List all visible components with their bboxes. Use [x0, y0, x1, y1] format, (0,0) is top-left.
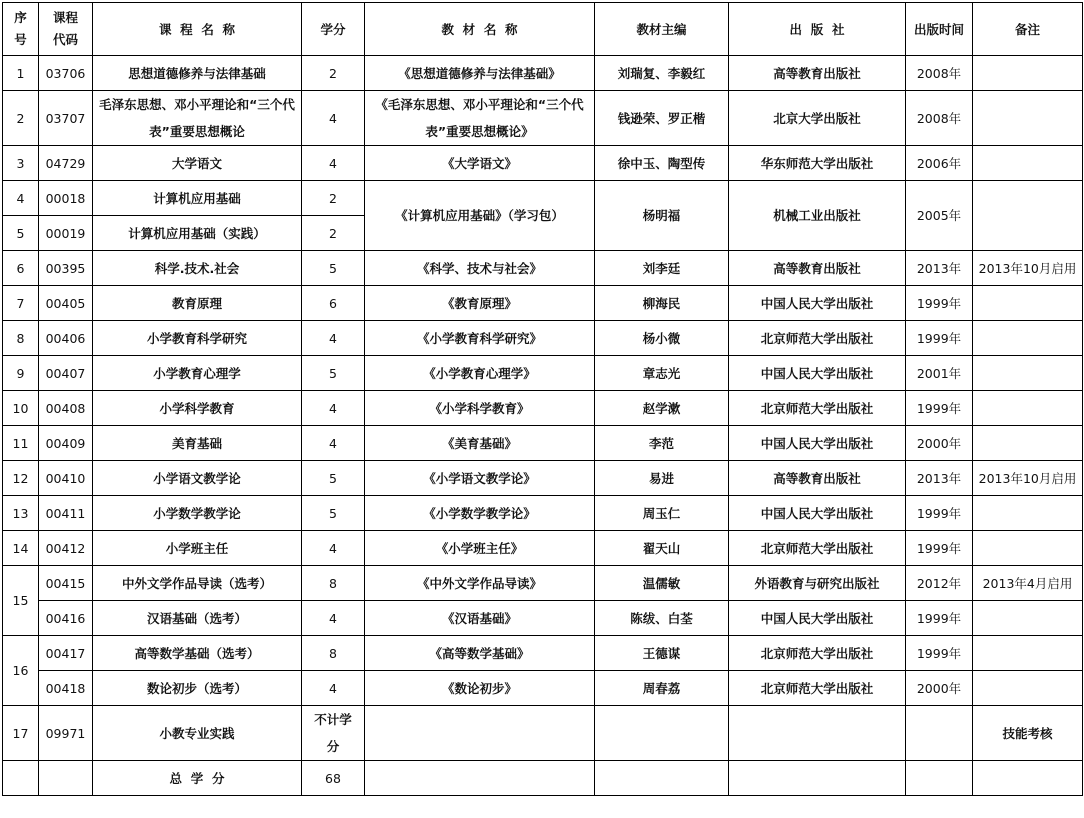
course-cell: 计算机应用基础（实践）: [93, 216, 302, 251]
textbook-cell: 《科学、技术与社会》: [365, 251, 595, 286]
course-cell: 数论初步（选考）: [93, 671, 302, 706]
year-cell: 2000年: [906, 426, 973, 461]
empty-cell: [973, 761, 1083, 796]
course-cell: 高等数学基础（选考）: [93, 636, 302, 671]
code-cell: 00406: [39, 321, 93, 356]
header-code: 课程代码: [39, 3, 93, 56]
note-cell: [973, 321, 1083, 356]
empty-cell: [729, 761, 906, 796]
credit-cell: 4: [302, 391, 365, 426]
course-cell: 小学教育心理学: [93, 356, 302, 391]
note-cell: [973, 636, 1083, 671]
course-cell: 教育原理: [93, 286, 302, 321]
table-row: [3, 706, 1083, 761]
table-row: [3, 91, 1083, 146]
credit-cell: 5: [302, 461, 365, 496]
course-cell: 小学数学教学论: [93, 496, 302, 531]
credit-cell: 2: [302, 216, 365, 251]
header-seq: 序号: [3, 3, 39, 56]
note-cell: [973, 286, 1083, 321]
seq-cell: 10: [3, 391, 39, 426]
course-cell: 小学语文教学论: [93, 461, 302, 496]
seq-cell: 16: [3, 636, 39, 706]
textbook-cell: 《毛泽东思想、邓小平理论和“三个代表”重要思想概论》: [365, 91, 595, 146]
seq-cell: 15: [3, 566, 39, 636]
editor-cell: 王德谋: [595, 636, 729, 671]
course-cell: 小学科学教育: [93, 391, 302, 426]
textbook-cell: 《小学教育科学研究》: [365, 321, 595, 356]
table-row: [3, 286, 1083, 321]
table-row: [3, 636, 1083, 671]
note-cell: [973, 181, 1083, 251]
year-cell: 2000年: [906, 671, 973, 706]
credit-cell: 5: [302, 356, 365, 391]
note-cell: [973, 91, 1083, 146]
code-cell: 00416: [39, 601, 93, 636]
header-publisher: 出 版 社: [729, 3, 906, 56]
course-cell: 计算机应用基础: [93, 181, 302, 216]
editor-cell: 钱逊荣、罗正楷: [595, 91, 729, 146]
note-cell: 技能考核: [973, 706, 1083, 761]
credit-cell: 4: [302, 321, 365, 356]
header-note: 备注: [973, 3, 1083, 56]
year-cell: [906, 706, 973, 761]
editor-cell: 易进: [595, 461, 729, 496]
seq-cell: 11: [3, 426, 39, 461]
note-cell: [973, 426, 1083, 461]
course-cell: 汉语基础（选考）: [93, 601, 302, 636]
editor-cell: 李范: [595, 426, 729, 461]
credit-cell: 4: [302, 146, 365, 181]
credit-cell: 4: [302, 531, 365, 566]
year-cell: 2008年: [906, 56, 973, 91]
textbook-cell: 《高等数学基础》: [365, 636, 595, 671]
textbook-cell: 《小学教育心理学》: [365, 356, 595, 391]
course-cell: 大学语文: [93, 146, 302, 181]
table-row: [3, 671, 1083, 706]
code-cell: 00407: [39, 356, 93, 391]
year-cell: 2008年: [906, 91, 973, 146]
credit-cell: 2: [302, 181, 365, 216]
table-row: [3, 56, 1083, 91]
seq-cell: 5: [3, 216, 39, 251]
empty-cell: [365, 761, 595, 796]
publisher-cell: 北京大学出版社: [729, 91, 906, 146]
table-row: [3, 146, 1083, 181]
note-cell: 2013年10月启用: [973, 251, 1083, 286]
publisher-cell: 北京师范大学出版社: [729, 531, 906, 566]
code-cell: 04729: [39, 146, 93, 181]
header-course: 课 程 名 称: [93, 3, 302, 56]
code-cell: 00418: [39, 671, 93, 706]
publisher-cell: 机械工业出版社: [729, 181, 906, 251]
total-label: 总 学 分: [93, 761, 302, 796]
editor-cell: [595, 706, 729, 761]
publisher-cell: 外语教育与研究出版社: [729, 566, 906, 601]
publisher-cell: 北京师范大学出版社: [729, 391, 906, 426]
code-cell: 09971: [39, 706, 93, 761]
textbook-cell: 《小学数学教学论》: [365, 496, 595, 531]
publisher-cell: 中国人民大学出版社: [729, 286, 906, 321]
year-cell: 1999年: [906, 391, 973, 426]
course-table: [2, 2, 1083, 796]
year-cell: 1999年: [906, 496, 973, 531]
seq-cell: 8: [3, 321, 39, 356]
header-textbook: 教 材 名 称: [365, 3, 595, 56]
seq-cell: 2: [3, 91, 39, 146]
year-cell: 2005年: [906, 181, 973, 251]
empty-cell: [39, 761, 93, 796]
publisher-cell: 中国人民大学出版社: [729, 601, 906, 636]
textbook-cell: 《中外文学作品导读》: [365, 566, 595, 601]
publisher-cell: 高等教育出版社: [729, 56, 906, 91]
credit-cell: 4: [302, 426, 365, 461]
textbook-cell: 《小学语文教学论》: [365, 461, 595, 496]
textbook-cell: 《大学语文》: [365, 146, 595, 181]
note-cell: 2013年4月启用: [973, 566, 1083, 601]
seq-cell: 7: [3, 286, 39, 321]
table-row: [3, 601, 1083, 636]
editor-cell: 章志光: [595, 356, 729, 391]
editor-cell: 徐中玉、陶型传: [595, 146, 729, 181]
seq-cell: 4: [3, 181, 39, 216]
code-cell: 00019: [39, 216, 93, 251]
note-cell: [973, 496, 1083, 531]
publisher-cell: 华东师范大学出版社: [729, 146, 906, 181]
table-row: [3, 426, 1083, 461]
empty-cell: [595, 761, 729, 796]
publisher-cell: 北京师范大学出版社: [729, 636, 906, 671]
editor-cell: 杨小微: [595, 321, 729, 356]
code-cell: 00417: [39, 636, 93, 671]
editor-cell: 杨明福: [595, 181, 729, 251]
publisher-cell: [729, 706, 906, 761]
editor-cell: 刘李廷: [595, 251, 729, 286]
credit-cell: 6: [302, 286, 365, 321]
publisher-cell: 中国人民大学出版社: [729, 356, 906, 391]
year-cell: 2013年: [906, 461, 973, 496]
credit-cell: 5: [302, 251, 365, 286]
year-cell: 1999年: [906, 286, 973, 321]
textbook-cell: [365, 706, 595, 761]
credit-cell: 8: [302, 636, 365, 671]
seq-cell: 1: [3, 56, 39, 91]
publisher-cell: 高等教育出版社: [729, 251, 906, 286]
seq-cell: 9: [3, 356, 39, 391]
textbook-cell: 《汉语基础》: [365, 601, 595, 636]
editor-cell: 陈绂、白荃: [595, 601, 729, 636]
seq-cell: 3: [3, 146, 39, 181]
code-cell: 00408: [39, 391, 93, 426]
note-cell: [973, 671, 1083, 706]
header-year: 出版时间: [906, 3, 973, 56]
total-row: [3, 761, 1083, 796]
empty-cell: [3, 761, 39, 796]
editor-cell: 翟天山: [595, 531, 729, 566]
course-cell: 美育基础: [93, 426, 302, 461]
note-cell: 2013年10月启用: [973, 461, 1083, 496]
code-cell: 00411: [39, 496, 93, 531]
seq-cell: 17: [3, 706, 39, 761]
year-cell: 2013年: [906, 251, 973, 286]
credit-cell: 4: [302, 91, 365, 146]
editor-cell: 温儒敏: [595, 566, 729, 601]
note-cell: [973, 391, 1083, 426]
table-row: [3, 251, 1083, 286]
credit-cell: 不计学分: [302, 706, 365, 761]
publisher-cell: 北京师范大学出版社: [729, 671, 906, 706]
note-cell: [973, 531, 1083, 566]
empty-cell: [906, 761, 973, 796]
code-cell: 00395: [39, 251, 93, 286]
textbook-cell: 《教育原理》: [365, 286, 595, 321]
course-cell: 中外文学作品导读（选考）: [93, 566, 302, 601]
header-credit: 学分: [302, 3, 365, 56]
publisher-cell: 中国人民大学出版社: [729, 426, 906, 461]
textbook-cell: 《小学科学教育》: [365, 391, 595, 426]
editor-cell: 周玉仁: [595, 496, 729, 531]
note-cell: [973, 356, 1083, 391]
course-cell: 科学.技术.社会: [93, 251, 302, 286]
code-cell: 00412: [39, 531, 93, 566]
table-row: [3, 531, 1083, 566]
credit-cell: 2: [302, 56, 365, 91]
code-cell: 03706: [39, 56, 93, 91]
editor-cell: 刘瑞复、李毅红: [595, 56, 729, 91]
course-cell: 小学教育科学研究: [93, 321, 302, 356]
year-cell: 2012年: [906, 566, 973, 601]
code-cell: 00018: [39, 181, 93, 216]
course-cell: 毛泽东思想、邓小平理论和“三个代表”重要思想概论: [93, 91, 302, 146]
note-cell: [973, 56, 1083, 91]
table-row: [3, 461, 1083, 496]
seq-cell: 12: [3, 461, 39, 496]
publisher-cell: 北京师范大学出版社: [729, 321, 906, 356]
code-cell: 03707: [39, 91, 93, 146]
textbook-cell: 《数论初步》: [365, 671, 595, 706]
credit-cell: 5: [302, 496, 365, 531]
credit-cell: 4: [302, 671, 365, 706]
seq-cell: 14: [3, 531, 39, 566]
seq-cell: 6: [3, 251, 39, 286]
editor-cell: 柳海民: [595, 286, 729, 321]
note-cell: [973, 146, 1083, 181]
year-cell: 1999年: [906, 636, 973, 671]
year-cell: 2006年: [906, 146, 973, 181]
editor-cell: 周春荔: [595, 671, 729, 706]
credit-cell: 4: [302, 601, 365, 636]
header-row: [3, 3, 1083, 56]
code-cell: 00405: [39, 286, 93, 321]
note-cell: [973, 601, 1083, 636]
table-row: [3, 356, 1083, 391]
textbook-cell: 《思想道德修养与法律基础》: [365, 56, 595, 91]
year-cell: 1999年: [906, 321, 973, 356]
year-cell: 2001年: [906, 356, 973, 391]
course-cell: 小学班主任: [93, 531, 302, 566]
code-cell: 00415: [39, 566, 93, 601]
course-cell: 思想道德修养与法律基础: [93, 56, 302, 91]
seq-cell: 13: [3, 496, 39, 531]
textbook-cell: 《小学班主任》: [365, 531, 595, 566]
textbook-cell: 《美育基础》: [365, 426, 595, 461]
year-cell: 1999年: [906, 601, 973, 636]
textbook-cell: 《计算机应用基础》（学习包）: [365, 181, 595, 251]
table-row: [3, 566, 1083, 601]
table-row: [3, 391, 1083, 426]
table-row: [3, 321, 1083, 356]
header-editor: 教材主编: [595, 3, 729, 56]
editor-cell: 赵学漱: [595, 391, 729, 426]
table-row: [3, 496, 1083, 531]
publisher-cell: 高等教育出版社: [729, 461, 906, 496]
total-credit: 68: [302, 761, 365, 796]
publisher-cell: 中国人民大学出版社: [729, 496, 906, 531]
code-cell: 00410: [39, 461, 93, 496]
credit-cell: 8: [302, 566, 365, 601]
course-cell: 小教专业实践: [93, 706, 302, 761]
code-cell: 00409: [39, 426, 93, 461]
year-cell: 1999年: [906, 531, 973, 566]
table-row: [3, 181, 1083, 216]
